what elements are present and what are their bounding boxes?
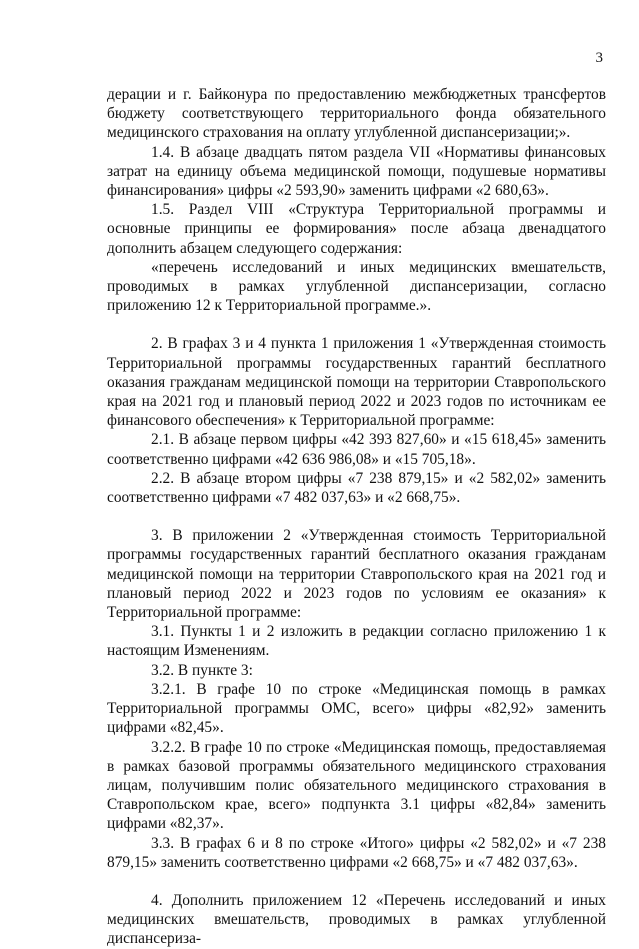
paragraph: 3.2. В пункте 3:: [151, 661, 253, 679]
paragraph: 2.1. В абзаце первом цифры «42 393 827,60» и «15 618,45» заменить соответственно цифрами «42 636 986,08» и «15 705,18».: [107, 431, 606, 468]
paragraph: 3.3. В графах 6 и 8 по строке «Итого» цифры «2 582,02» и «7 238 879,15» заменить соответственно цифрами «2 668,75» и «7 482 037,63».: [107, 834, 606, 871]
paragraph: 1.4. В абзаце двадцать пятом раздела VII «Нормативы финансовых затрат на единицу объема медицинской помощи, подушевые нормативы финансирования» цифры «2 593,90» заменить цифрами «2 680,63».: [107, 143, 606, 200]
paragraph: 3. В приложении 2 «Утвержденная стоимость Территориальной программы государственных гарантий бесплатного оказания гражданам медицинской помощи на территории Ставропольского края на 2021 год и плановый период 2022 и 2023 годов по условиям ее оказания» к Территориальной программе:: [107, 527, 606, 622]
paragraph: дерации и г. Байконура по предоставлению межбюджетных трансфертов бюджету соответствующего территориального фонда обязательного медицинского страхования на оплату углубленной диспансеризации;».: [107, 86, 606, 142]
paragraph: 3.1. Пункты 1 и 2 изложить в редакции согласно приложению 1 к настоящим Изменениям.: [107, 623, 606, 660]
paragraph: 2.2. В абзаце втором цифры «7 238 879,15» и «2 582,02» заменить соответственно цифрами «7 482 037,63» и «2 668,75».: [107, 469, 606, 507]
paragraph: 2. В графах 3 и 4 пункта 1 приложения 1 «Утвержденная стоимость Территориальной программы государственных гарантий бесплатного оказания гражданам медицинской помощи на территории Ставропольского края на 2021 год и плановый период 2022 и 2023 годов по источникам ее финансового обеспечения» к Территориальной программе:: [107, 335, 606, 430]
paragraph: 3.2.2. В графе 10 по строке «Медицинская помощь, предоставляемая в рамках базовой программы обязательного медицинского страхования лицам, получившим полис обязательного медицинского страхования в Ставропольском крае, всего» подпункта 3.1 цифры «82,84» заменить цифрами «82,37».: [107, 738, 606, 833]
paragraph: «перечень исследований и иных медицинских вмешательств, проводимых в рамках углубленной диспансеризации, согласно приложению 12 к Территориальной программе.».: [107, 258, 606, 315]
paragraph: 1.5. Раздел VIII «Структура Территориальной программы и основные принципы ее формирования» после абзаца двенадцатого дополнить абзацем следующего содержания:: [107, 201, 606, 257]
paragraph: 4. Дополнить приложением 12 «Перечень исследований и иных медицинских вмешательств, проводимых в рамках углубленной диспансериза-: [107, 891, 606, 948]
page-number: 3: [595, 50, 603, 66]
paragraph: 3.2.1. В графе 10 по строке «Медицинская помощь в рамках Территориальной программы ОМС, всего» цифры «82,92» заменить цифрами «82,45».: [107, 680, 606, 737]
document-body: [107, 85, 606, 949]
